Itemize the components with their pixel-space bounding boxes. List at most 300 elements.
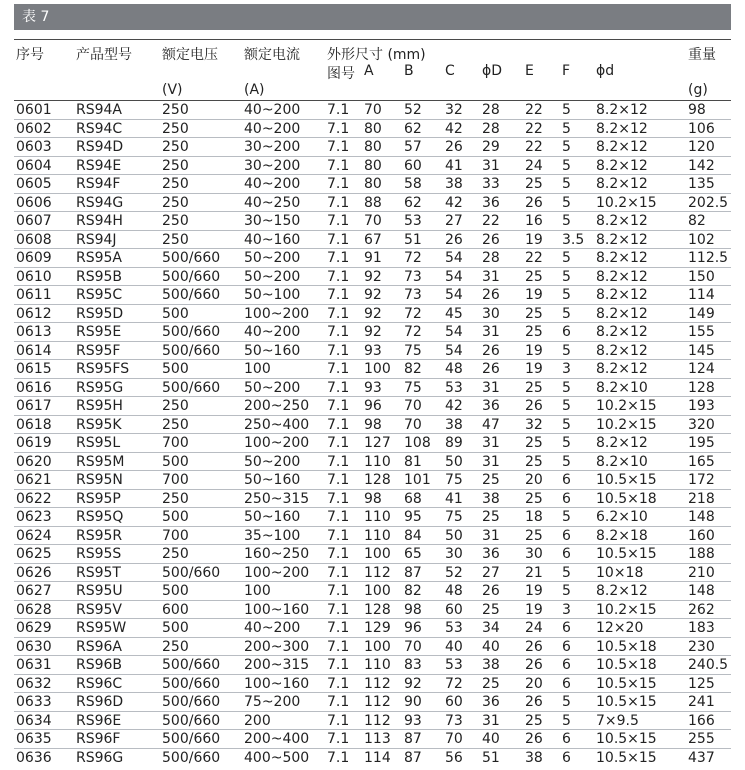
cell-weight: 172 <box>688 472 715 488</box>
cell-d: 10.2×15 <box>596 398 657 414</box>
cell-current: 50~200 <box>244 250 301 266</box>
cell-F: 6 <box>562 749 571 766</box>
cell-weight: 82 <box>688 213 706 229</box>
cell-A: 80 <box>364 139 382 155</box>
cell-d: 8.2×12 <box>596 305 648 322</box>
cell-C: 48 <box>445 361 463 377</box>
cell-model: RS95N <box>76 472 123 488</box>
cell-B: 65 <box>404 546 422 562</box>
cell-E: 26 <box>525 638 543 655</box>
table-row <box>14 286 731 305</box>
cell-C: 42 <box>445 120 463 137</box>
cell-D: 34 <box>482 620 500 636</box>
cell-current: 30~200 <box>244 157 301 174</box>
header-current-unit: (A) <box>244 82 265 98</box>
cell-C: 54 <box>445 268 463 285</box>
cell-weight: 193 <box>688 398 715 414</box>
cell-d: 8.2×12 <box>596 213 648 229</box>
cell-B: 53 <box>404 213 422 229</box>
table-row <box>14 656 731 675</box>
cell-voltage: 500/660 <box>162 287 221 303</box>
cell-C: 30 <box>445 546 463 562</box>
cell-E: 22 <box>525 250 543 266</box>
cell-F: 5 <box>562 416 571 433</box>
cell-d: 7×9.5 <box>596 712 639 729</box>
cell-d: 8.2×12 <box>596 324 648 340</box>
cell-model: RS95V <box>76 601 123 618</box>
cell-d: 10.5×15 <box>596 694 657 710</box>
cell-model: RS95P <box>76 490 121 507</box>
cell-B: 62 <box>404 194 422 211</box>
cell-F: 5 <box>562 194 571 211</box>
cell-d: 8.2×12 <box>596 583 648 599</box>
header-fig: 图号 <box>327 66 355 82</box>
cell-d: 8.2×12 <box>596 268 648 285</box>
cell-E: 19 <box>525 231 543 248</box>
header-B: B <box>404 63 414 79</box>
cell-weight: 124 <box>688 361 715 377</box>
cell-seq: 0620 <box>16 453 52 470</box>
cell-model: RS94H <box>76 213 123 229</box>
cell-F: 5 <box>562 379 571 396</box>
cell-d: 8.2×10 <box>596 379 648 396</box>
cell-B: 92 <box>404 675 422 692</box>
header-F: F <box>562 63 571 79</box>
cell-E: 26 <box>525 694 543 710</box>
cell-seq: 0632 <box>16 675 52 692</box>
cell-D: 26 <box>482 287 500 303</box>
cell-A: 128 <box>364 601 391 618</box>
cell-B: 68 <box>404 490 422 507</box>
cell-seq: 0611 <box>16 287 52 303</box>
cell-A: 110 <box>364 657 391 673</box>
cell-C: 27 <box>445 213 463 229</box>
cell-fig: 7.1 <box>327 379 350 396</box>
cell-C: 75 <box>445 472 463 488</box>
cell-F: 5 <box>562 564 571 581</box>
cell-weight: 241 <box>688 694 715 710</box>
header-d: ϕd <box>596 63 615 79</box>
cell-fig: 7.1 <box>327 546 350 562</box>
header-A: A <box>364 63 374 79</box>
cell-weight: 166 <box>688 712 715 729</box>
cell-voltage: 500/660 <box>162 657 221 673</box>
table-row <box>14 416 731 435</box>
cell-F: 5 <box>562 509 571 525</box>
cell-C: 32 <box>445 102 463 118</box>
cell-d: 10.5×15 <box>596 546 657 562</box>
cell-E: 20 <box>525 472 543 488</box>
cell-E: 25 <box>525 305 543 322</box>
cell-d: 10.2×15 <box>596 601 657 618</box>
cell-fig: 7.1 <box>327 694 350 710</box>
cell-seq: 0613 <box>16 324 52 340</box>
cell-D: 25 <box>482 675 500 692</box>
cell-B: 73 <box>404 268 422 285</box>
cell-F: 6 <box>562 620 571 636</box>
cell-model: RS95C <box>76 287 123 303</box>
cell-E: 26 <box>525 731 543 747</box>
cell-B: 95 <box>404 509 422 525</box>
cell-current: 100~200 <box>244 305 310 322</box>
cell-fig: 7.1 <box>327 213 350 229</box>
cell-F: 6 <box>562 546 571 562</box>
cell-current: 75~200 <box>244 694 301 710</box>
cell-D: 31 <box>482 268 500 285</box>
cell-fig: 7.1 <box>327 157 350 174</box>
cell-C: 42 <box>445 398 463 414</box>
cell-D: 38 <box>482 490 500 507</box>
cell-C: 60 <box>445 694 463 710</box>
table-title: 表 7 <box>22 9 50 25</box>
cell-d: 10.5×15 <box>596 731 657 747</box>
cell-B: 90 <box>404 694 422 710</box>
cell-F: 5 <box>562 342 571 359</box>
cell-B: 81 <box>404 453 422 470</box>
cell-E: 20 <box>525 675 543 692</box>
cell-voltage: 250 <box>162 102 189 118</box>
cell-seq: 0634 <box>16 712 52 729</box>
cell-fig: 7.1 <box>327 453 350 470</box>
cell-B: 51 <box>404 231 422 248</box>
cell-seq: 0630 <box>16 638 52 655</box>
cell-C: 26 <box>445 139 463 155</box>
cell-B: 73 <box>404 287 422 303</box>
cell-C: 54 <box>445 250 463 266</box>
cell-B: 70 <box>404 638 422 655</box>
cell-D: 40 <box>482 731 500 747</box>
cell-D: 47 <box>482 416 500 433</box>
cell-current: 50~200 <box>244 453 301 470</box>
cell-model: RS94D <box>76 139 124 155</box>
cell-D: 26 <box>482 231 500 248</box>
cell-d: 10.5×18 <box>596 657 657 673</box>
cell-A: 92 <box>364 305 382 322</box>
cell-current: 100~200 <box>244 564 310 581</box>
cell-voltage: 500 <box>162 509 189 525</box>
cell-fig: 7.1 <box>327 601 350 618</box>
cell-A: 129 <box>364 620 391 636</box>
cell-seq: 0619 <box>16 435 52 451</box>
cell-d: 8.2×18 <box>596 527 648 544</box>
cell-F: 5 <box>562 398 571 414</box>
cell-B: 98 <box>404 601 422 618</box>
cell-A: 100 <box>364 546 391 562</box>
cell-fig: 7.1 <box>327 435 350 451</box>
table-row <box>14 379 731 398</box>
cell-model: RS95G <box>76 379 124 396</box>
cell-B: 87 <box>404 749 422 766</box>
cell-voltage: 500 <box>162 361 189 377</box>
cell-d: 8.2×12 <box>596 176 648 192</box>
cell-F: 6 <box>562 675 571 692</box>
cell-B: 70 <box>404 416 422 433</box>
table-row <box>14 268 731 287</box>
cell-E: 18 <box>525 509 543 525</box>
cell-d: 10.5×15 <box>596 472 657 488</box>
cell-current: 30~150 <box>244 213 301 229</box>
cell-d: 8.2×12 <box>596 157 648 174</box>
cell-current: 200~315 <box>244 657 310 673</box>
cell-E: 19 <box>525 361 543 377</box>
cell-model: RS96G <box>76 749 124 766</box>
cell-fig: 7.1 <box>327 657 350 673</box>
cell-weight: 195 <box>688 435 715 451</box>
cell-weight: 98 <box>688 102 706 118</box>
cell-voltage: 250 <box>162 139 189 155</box>
cell-B: 87 <box>404 564 422 581</box>
cell-current: 40~200 <box>244 120 301 137</box>
cell-weight: 255 <box>688 731 715 747</box>
cell-current: 200~400 <box>244 731 310 747</box>
cell-voltage: 500 <box>162 453 189 470</box>
cell-current: 50~200 <box>244 379 301 396</box>
cell-F: 6 <box>562 657 571 673</box>
cell-model: RS96B <box>76 657 123 673</box>
cell-B: 84 <box>404 527 422 544</box>
cell-d: 8.2×12 <box>596 139 648 155</box>
cell-weight: 135 <box>688 176 715 192</box>
cell-E: 22 <box>525 102 543 118</box>
cell-E: 32 <box>525 416 543 433</box>
cell-weight: 150 <box>688 268 715 285</box>
cell-current: 200~250 <box>244 398 310 414</box>
cell-A: 80 <box>364 176 382 192</box>
header-E: E <box>525 63 534 79</box>
cell-B: 75 <box>404 342 422 359</box>
cell-current: 35~100 <box>244 527 301 544</box>
cell-voltage: 250 <box>162 490 189 507</box>
cell-fig: 7.1 <box>327 638 350 655</box>
cell-C: 53 <box>445 657 463 673</box>
cell-B: 83 <box>404 657 422 673</box>
cell-weight: 112.5 <box>688 250 729 266</box>
cell-seq: 0628 <box>16 601 52 618</box>
cell-D: 31 <box>482 712 500 729</box>
cell-seq: 0603 <box>16 139 52 155</box>
cell-C: 75 <box>445 509 463 525</box>
cell-C: 52 <box>445 564 463 581</box>
cell-F: 5 <box>562 139 571 155</box>
cell-seq: 0609 <box>16 250 52 266</box>
cell-E: 25 <box>525 324 543 340</box>
cell-fig: 7.1 <box>327 472 350 488</box>
cell-model: RS95B <box>76 268 123 285</box>
cell-current: 160~250 <box>244 546 310 562</box>
cell-C: 50 <box>445 453 463 470</box>
cell-C: 41 <box>445 490 463 507</box>
cell-voltage: 600 <box>162 601 189 618</box>
cell-current: 40~200 <box>244 176 301 192</box>
cell-fig: 7.1 <box>327 527 350 544</box>
cell-voltage: 250 <box>162 120 189 137</box>
cell-B: 87 <box>404 731 422 747</box>
cell-seq: 0629 <box>16 620 52 636</box>
cell-model: RS95R <box>76 527 123 544</box>
cell-E: 19 <box>525 601 543 618</box>
cell-weight: 202.5 <box>688 194 729 211</box>
cell-model: RS94C <box>76 120 123 137</box>
cell-E: 25 <box>525 490 543 507</box>
cell-weight: 128 <box>688 379 715 396</box>
cell-E: 16 <box>525 213 543 229</box>
cell-A: 100 <box>364 583 391 599</box>
cell-model: RS95W <box>76 620 127 636</box>
cell-current: 50~100 <box>244 287 301 303</box>
cell-F: 3 <box>562 601 571 618</box>
cell-model: RS96F <box>76 731 121 747</box>
cell-fig: 7.1 <box>327 749 350 766</box>
table-row <box>14 619 731 638</box>
cell-A: 100 <box>364 638 391 655</box>
cell-fig: 7.1 <box>327 305 350 322</box>
cell-D: 28 <box>482 250 500 266</box>
table-row <box>14 471 731 490</box>
cell-fig: 7.1 <box>327 583 350 599</box>
table-row <box>14 730 731 749</box>
cell-model: RS95H <box>76 398 123 414</box>
cell-model: RS95F <box>76 342 121 359</box>
header-C: C <box>445 63 455 79</box>
cell-seq: 0615 <box>16 361 52 377</box>
cell-seq: 0626 <box>16 564 52 581</box>
header-weight: 重量 <box>688 47 716 63</box>
table-row <box>14 305 731 324</box>
cell-fig: 7.1 <box>327 250 350 266</box>
cell-current: 40~200 <box>244 324 301 340</box>
cell-weight: 437 <box>688 749 715 766</box>
table-row <box>14 120 731 139</box>
cell-weight: 155 <box>688 324 715 340</box>
cell-F: 6 <box>562 324 571 340</box>
cell-seq: 0622 <box>16 490 52 507</box>
cell-B: 72 <box>404 305 422 322</box>
cell-d: 8.2×12 <box>596 435 648 451</box>
cell-model: RS95D <box>76 305 124 322</box>
cell-weight: 149 <box>688 305 715 322</box>
cell-C: 42 <box>445 194 463 211</box>
cell-voltage: 500/660 <box>162 342 221 359</box>
cell-B: 57 <box>404 139 422 155</box>
cell-A: 98 <box>364 416 382 433</box>
cell-fig: 7.1 <box>327 139 350 155</box>
cell-current: 40~200 <box>244 620 301 636</box>
cell-E: 25 <box>525 176 543 192</box>
cell-model: RS96D <box>76 694 124 710</box>
cell-A: 110 <box>364 453 391 470</box>
header-voltage: 额定电压 <box>162 47 218 63</box>
cell-voltage: 700 <box>162 435 189 451</box>
cell-fig: 7.1 <box>327 509 350 525</box>
cell-voltage: 500/660 <box>162 694 221 710</box>
table-row <box>14 749 731 768</box>
cell-voltage: 250 <box>162 176 189 192</box>
cell-weight: 106 <box>688 120 715 137</box>
cell-weight: 125 <box>688 675 715 692</box>
cell-voltage: 500/660 <box>162 379 221 396</box>
cell-voltage: 500/660 <box>162 749 221 766</box>
cell-fig: 7.1 <box>327 731 350 747</box>
table-row <box>14 101 731 120</box>
table-row <box>14 194 731 213</box>
cell-C: 41 <box>445 157 463 174</box>
cell-fig: 7.1 <box>327 324 350 340</box>
cell-F: 5 <box>562 287 571 303</box>
cell-F: 5 <box>562 250 571 266</box>
cell-F: 6 <box>562 527 571 544</box>
table-row <box>14 397 731 416</box>
cell-voltage: 250 <box>162 398 189 414</box>
cell-D: 31 <box>482 527 500 544</box>
cell-current: 400~500 <box>244 749 310 766</box>
cell-B: 82 <box>404 361 422 377</box>
table-row <box>14 508 731 527</box>
table-row <box>14 545 731 564</box>
cell-E: 25 <box>525 435 543 451</box>
cell-A: 80 <box>364 120 382 137</box>
cell-seq: 0635 <box>16 731 52 747</box>
table-title-bar <box>14 4 731 30</box>
cell-D: 36 <box>482 546 500 562</box>
cell-E: 24 <box>525 620 543 636</box>
table-row <box>14 157 731 176</box>
cell-voltage: 250 <box>162 416 189 433</box>
cell-B: 96 <box>404 620 422 636</box>
cell-voltage: 250 <box>162 194 189 211</box>
cell-E: 19 <box>525 287 543 303</box>
table-row <box>14 175 731 194</box>
cell-A: 110 <box>364 527 391 544</box>
cell-current: 40~160 <box>244 231 301 248</box>
cell-D: 31 <box>482 379 500 396</box>
cell-weight: 148 <box>688 509 715 525</box>
cell-A: 93 <box>364 379 382 396</box>
cell-d: 10.2×15 <box>596 194 657 211</box>
cell-seq: 0624 <box>16 527 52 544</box>
cell-fig: 7.1 <box>327 620 350 636</box>
cell-D: 51 <box>482 749 500 766</box>
cell-seq: 0601 <box>16 102 52 118</box>
cell-D: 25 <box>482 601 500 618</box>
cell-seq: 0633 <box>16 694 52 710</box>
cell-d: 10.5×15 <box>596 675 657 692</box>
cell-C: 72 <box>445 675 463 692</box>
table-row <box>14 712 731 731</box>
cell-F: 5 <box>562 176 571 192</box>
cell-model: RS95S <box>76 546 122 562</box>
cell-F: 5 <box>562 213 571 229</box>
cell-E: 25 <box>525 712 543 729</box>
cell-seq: 0612 <box>16 305 52 322</box>
cell-B: 70 <box>404 398 422 414</box>
cell-seq: 0631 <box>16 657 52 673</box>
cell-seq: 0614 <box>16 342 52 359</box>
table-row <box>14 564 731 583</box>
cell-d: 10.2×15 <box>596 416 657 433</box>
cell-voltage: 500/660 <box>162 712 221 729</box>
cell-d: 8.2×12 <box>596 361 648 377</box>
cell-F: 5 <box>562 120 571 137</box>
cell-D: 22 <box>482 213 500 229</box>
cell-d: 8.2×12 <box>596 250 648 266</box>
cell-F: 6 <box>562 731 571 747</box>
cell-d: 10.5×18 <box>596 490 657 507</box>
cell-C: 89 <box>445 435 463 451</box>
table-row <box>14 675 731 694</box>
cell-D: 31 <box>482 157 500 174</box>
cell-C: 50 <box>445 527 463 544</box>
cell-A: 70 <box>364 102 382 118</box>
